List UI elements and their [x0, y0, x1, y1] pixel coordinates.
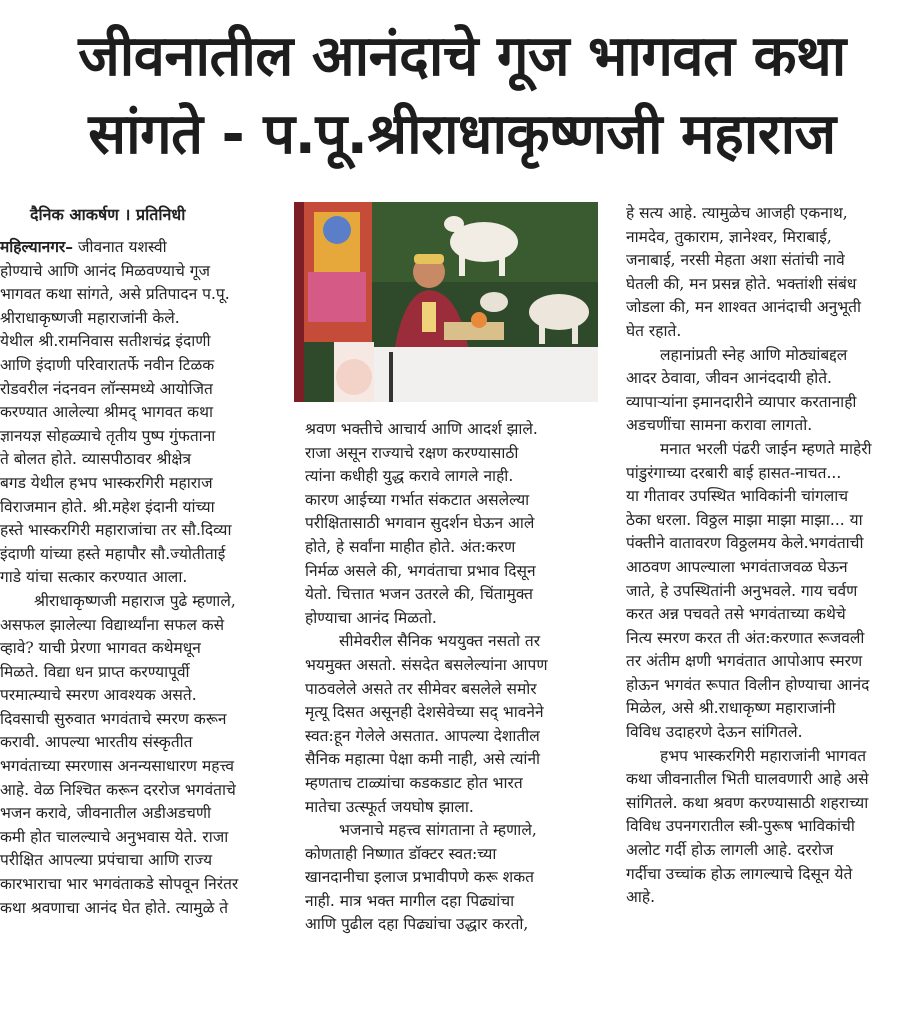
text-line: कथा श्रवणाचा आनंद घेत होते. त्यामुळे ते: [0, 898, 229, 917]
text-line: आठवण आपल्याला भगवंताजवळ घेऊन: [626, 557, 848, 576]
text-line: ते बोलत होते. व्यासपीठावर श्रीक्षेत्र: [0, 450, 191, 469]
text-line: आदर ठेवावा, जीवन आनंददायी होते.: [626, 369, 832, 388]
text-line: आहे.: [626, 888, 655, 907]
text-line: भजनाचे महत्त्व सांगताना ते म्हणाले,: [339, 821, 537, 840]
lead-line: [0, 236, 284, 260]
text-line: ज्ञानयज्ञ सोहळ्याचे तृतीय पुष्प गुंफताना: [0, 426, 216, 445]
text-line: सांगितले. कथा श्रवण करण्यासाठी शहराच्या: [626, 793, 869, 812]
text-line: दिवसाची सुरुवात भगवंताचे स्मरण करून: [0, 709, 227, 728]
text-line: भगवंताच्या स्मरणास अनन्यसाधारण महत्त्व: [0, 757, 235, 776]
text-line: पांडुरंगाच्या दरबारी बाई हासत-नाचत...: [626, 463, 842, 482]
text-line: असफल झालेल्या विद्यार्थ्यांना सफल कसे: [0, 615, 225, 634]
text-line: आहे. वेळ निश्चित करून दररोज भगवंताचे: [0, 780, 236, 799]
text-line: श्रीराधाकृष्णजी महाराज पुढे म्हणाले,: [34, 591, 236, 610]
text-line: तर अंतीम क्षणी भगवंतात आपोआप स्मरण: [626, 652, 863, 671]
text-line: विविध उदाहरणे देऊन सांगितले.: [626, 723, 803, 742]
text-line: राजा असून राज्याचे रक्षण करण्यासाठी: [305, 443, 519, 462]
text-line: होण्याचा आनंद मिळतो.: [305, 608, 437, 627]
text-line: कारण आईच्या गर्भात संकटात असलेल्या: [305, 490, 530, 509]
column-1-para-1: [0, 260, 284, 590]
column-3-para-4: [626, 745, 924, 910]
column-1: [0, 202, 284, 920]
text-line: श्रीराधाकृष्णजी महाराजांनी केले.: [0, 308, 180, 327]
event-photo: [294, 202, 598, 402]
text-line: इंदाणी यांच्या हस्ते महापौर सौ.ज्योतीताई: [0, 544, 226, 563]
column-3-para-2: [626, 344, 924, 438]
text-line: होण्याचे आणि आनंद मिळवण्याचे गूज: [0, 261, 211, 280]
column-3-para-3: [626, 438, 924, 745]
column-3: [626, 202, 924, 910]
text-line: भागवत कथा सांगते, असे प्रतिपादन प.पू.: [0, 285, 230, 304]
text-line: जाते, हे उपस्थितांनी अनुभवले. गाय चर्वण: [626, 581, 858, 600]
text-line: मनात भरली पंढरी जाईन म्हणते माहेरी: [660, 439, 872, 458]
text-line: करत अन्न पचवते तसे भगवंताच्या कथेचे: [626, 605, 846, 624]
text-line: जोडला की, मन शाश्वत आनंदाची अनुभूती: [626, 298, 862, 317]
text-line: पाठवलेले असते तर सीमेवर बसलेले समोर: [305, 679, 537, 698]
text-line: खानदानीचा इलाज प्रभावीपणे करू शकत: [305, 868, 534, 887]
text-line: विराजमान होते. श्री.महेश इंदानी यांच्या: [0, 497, 215, 516]
text-line: श्रवण भक्तीचे आचार्य आणि आदर्श झाले.: [305, 420, 538, 438]
column-2-para-2: [305, 630, 605, 819]
text-line: घेतली की, मन प्रसन्न होते. भक्तांशी संबंध: [626, 274, 857, 293]
text-line: होऊन भगवंत रूपात विलीन होण्याचा आनंद: [626, 675, 870, 694]
text-line: कोणताही निष्णात डॉक्टर स्वत:च्या: [305, 844, 497, 863]
text-line: भजन करावे, जीवनातील अडीअडचणी: [0, 804, 212, 823]
text-line: कमी होत चालल्याचे अनुभवास येते. राजा: [0, 827, 229, 846]
text-line: परीक्षित आपल्या प्रपंचाचा आणि राज्य: [0, 851, 213, 870]
text-line: रोडवरील नंदनवन लॉन्समध्ये आयोजित: [0, 379, 213, 398]
text-line: करावी. आपल्या भारतीय संस्कृतीत: [0, 733, 193, 752]
text-line: येथील श्री.रामनिवास सतीशचंद्र इंदाणी: [0, 332, 211, 351]
text-line: म्हणताच टाळ्यांचा कडकडाट होत भारत: [305, 773, 523, 792]
text-line: भयमुक्त असतो. संसदेत बसलेल्यांना आपण: [305, 655, 548, 674]
text-line: जनाबाई, नरसी मेहता अशा संतांची नावे: [626, 251, 845, 270]
text-line: घेत रहाते.: [626, 321, 682, 340]
lead-text: जीवनात यशस्वी: [73, 238, 167, 256]
text-line: मिळेल, असे श्री.राधाकृष्ण महाराजांनी: [626, 699, 836, 718]
column-1-para-2: [0, 590, 284, 920]
text-line: हभप भास्करगिरी महाराजांनी भागवत: [660, 746, 867, 765]
text-line: सैनिक महात्मा पेक्षा कमी नाही, असे त्यांनी: [305, 750, 541, 769]
byline: दैनिक आकर्षण । प्रतिनिधी: [30, 205, 186, 224]
text-line: विविध उपनगरातील स्त्री-पुरूष भाविकांची: [626, 817, 855, 836]
text-line: करण्यात आलेल्या श्रीमद् भागवत कथा: [0, 403, 213, 422]
text-line: मृत्यू दिसत असूनही देशसेवेच्या सद् भावनेने: [305, 703, 544, 722]
text-line: पंक्तीने वातावरण विठ्ठलमय केले.भगवंताची: [626, 534, 864, 553]
column-3-para-1: [626, 202, 924, 344]
text-line: हे सत्य आहे. त्यामुळेच आजही एकनाथ,: [626, 204, 848, 222]
text-line: गाडे यांचा सत्कार करण्यात आला.: [0, 568, 188, 587]
text-line: स्वत:हून गेलेले असतात. आपल्या देशातील: [305, 726, 540, 745]
text-line: हस्ते भास्करगिरी महाराजांचा तर सौ.दिव्या: [0, 521, 232, 540]
text-line: परीक्षितासाठी भगवान सुदर्शन घेऊन आले: [305, 514, 535, 533]
column-2: [305, 418, 605, 937]
text-line: अडचणींचा सामना करावा लागतो.: [626, 416, 813, 435]
text-line: आणि पुढील दहा पिढ्यांचा उद्धार करतो,: [305, 915, 529, 934]
text-line: व्हावे? याची प्रेरणा भागवत कथेमधून: [0, 639, 201, 658]
text-line: परमात्म्याचे स्मरण आवश्यक असते.: [0, 686, 197, 705]
text-line: मातेचा उत्स्फूर्त जयघोष झाला.: [305, 797, 474, 816]
dateline-place: महिल्यानगर–: [0, 238, 74, 256]
headline: [0, 18, 924, 174]
text-line: नाही. मात्र भक्त मागील दहा पिढ्यांचा: [305, 891, 515, 910]
text-line: गर्दीचा उच्चांक होऊ लागल्याचे दिसून येते: [626, 864, 853, 883]
headline-line-2: सांगते - प.पू.श्रीराधाकृष्णजी महाराज: [88, 102, 836, 167]
text-line: ठेका धरला. विठ्ठल माझा माझा माझा... या: [626, 510, 863, 529]
text-line: येतो. चित्तात भजन उतरले की, चिंतामुक्त: [305, 585, 533, 604]
text-line: नित्य स्मरण करत ती अंत:करणात रूजवली: [626, 628, 865, 647]
text-line: त्यांना कधीही युद्ध करावे लागले नाही.: [305, 467, 514, 486]
column-2-para-3: [305, 819, 605, 937]
text-line: होते, हे सर्वांना माहीत होते. अंत:करण: [305, 537, 516, 556]
text-line: नामदेव, तुकाराम, ज्ञानेश्वर, मिराबाई,: [626, 227, 832, 246]
text-line: अलोट गर्दी होऊ लागली आहे. दररोज: [626, 841, 834, 860]
headline-line-1: जीवनातील आनंदाचे गूज भागवत कथा: [78, 24, 846, 89]
text-line: सीमेवरील सैनिक भययुक्त नसतो तर: [339, 632, 541, 651]
column-2-para-1: [305, 418, 605, 630]
text-line: या गीतावर उपस्थित भाविकांनी चांगलाच: [626, 487, 849, 506]
text-line: बगड येथील हभप भास्करगिरी महाराज: [0, 473, 213, 492]
text-line: आणि इंदाणी परिवारातर्फे नवीन टिळक: [0, 355, 215, 374]
text-line: कथा जीवनातील भिती घालवणारी आहे असे: [626, 770, 869, 789]
text-line: मिळते. विद्या धन प्राप्त करण्यापूर्वी: [0, 662, 190, 681]
text-line: निर्मळ असले की, भगवंताचा प्रभाव दिसून: [305, 561, 536, 580]
text-line: व्यापाऱ्यांना इमानदारीने व्यापार करतानाही: [626, 392, 857, 411]
text-line: लहानांप्रती स्नेह आणि मोठ्यांबद्दल: [660, 345, 848, 364]
text-line: कारभाराचा भार भगवंताकडे सोपवून निरंतर: [0, 875, 239, 894]
